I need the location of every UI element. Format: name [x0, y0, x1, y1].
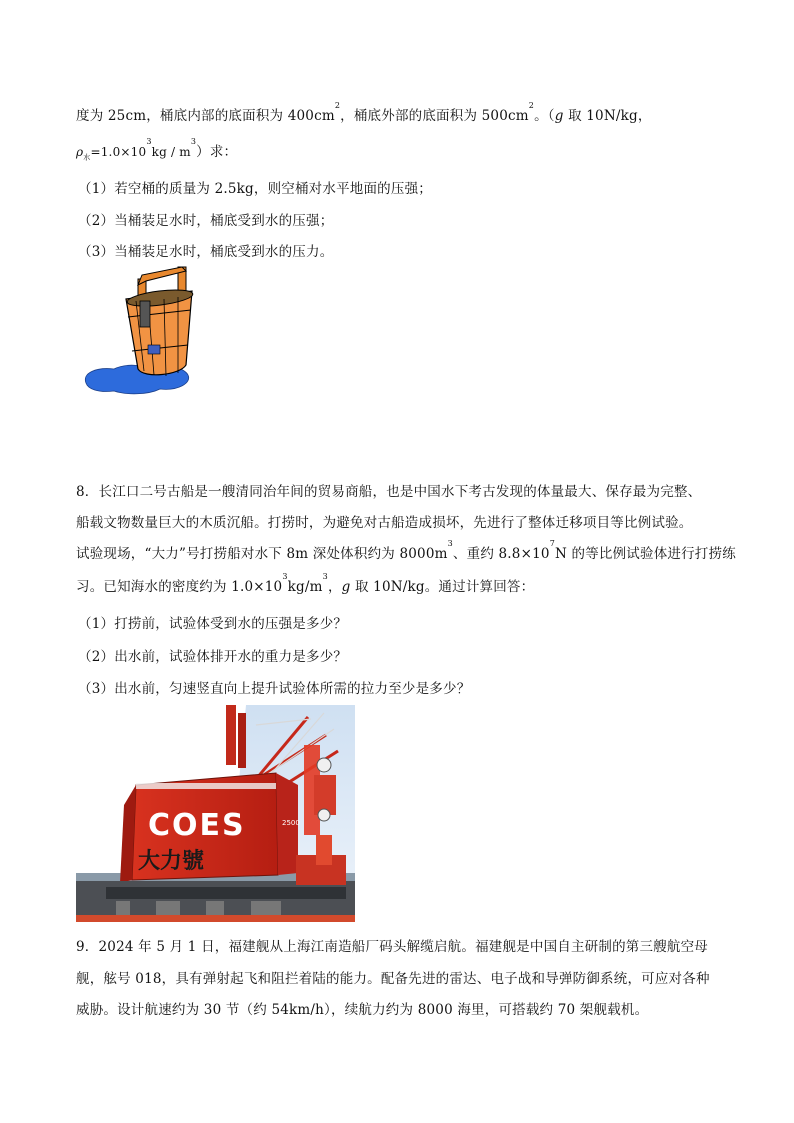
g-symbol: g	[341, 579, 351, 595]
q8-line-3	[76, 539, 736, 562]
superscript: 3	[190, 137, 197, 146]
subscript: 水	[83, 153, 91, 162]
q8-text: kg/m	[287, 579, 323, 595]
q8-line-1: 8．长江口二号古船是一艘清同治年间的贸易商船，也是中国水下考古发现的体量最大、保存最为完整、	[76, 484, 702, 500]
q8-line-2: 船载文物数量巨大的木质沉船。打捞时，为避免对古船造成损坏，先进行了整体迁移项目等比例试验。	[76, 515, 693, 531]
q7-text: kg / m	[151, 145, 191, 159]
crane-number-text: 2500	[282, 819, 300, 827]
q9-line-3: 威胁。设计航速约为 30 节（约 54km/h），续航力约为 8000 海里，可搭载约 70 架舰载机。	[76, 1002, 649, 1018]
q7-sub-1: （1）若空桶的质量为 2.5kg，则空桶对水平地面的压强；	[78, 181, 432, 197]
q7-text: ）求：	[196, 144, 238, 160]
q8-line-4	[76, 572, 535, 595]
q7-sub-3: （3）当桶装足水时，桶底受到水的压力。	[78, 244, 334, 260]
q7-line-1	[76, 101, 652, 124]
q8-sub-3: （3）出水前，匀速竖直向上提升试验体所需的拉力至少是多少？	[78, 681, 471, 697]
q7-text: ，桶底外部的底面积为 500cm	[340, 108, 529, 124]
superscript: 3	[447, 539, 453, 548]
superscript: 3	[282, 572, 288, 581]
q8-text: ，	[327, 579, 342, 595]
q7-text: =1.0×10	[90, 145, 147, 159]
q8-text: N 的等比例试验体进行打捞练	[554, 546, 736, 562]
g-symbol: g	[554, 108, 564, 124]
rho-symbol: ρ	[76, 145, 84, 159]
q7-text: 。（	[534, 108, 555, 124]
q9-line-2: 舰，舷号 018，具有弹射起飞和阻拦着陆的能力。配备先进的雷达、电子战和导弹防御系统，可应对各种	[76, 971, 710, 987]
q8-text: 习。已知海水的密度约为 1.0×10	[76, 579, 283, 595]
superscript: 3	[146, 137, 152, 146]
superscript: 2	[334, 101, 341, 110]
q8-sub-2: （2）出水前，试验体排开水的重力是多少？	[78, 649, 348, 665]
superscript: 7	[549, 539, 555, 548]
q7-sub-2: （2）当桶装足水时，桶底受到水的压强；	[78, 213, 334, 229]
bucket-illustration	[80, 265, 198, 397]
q8-text: 取 10N/kg。通过计算回答：	[350, 579, 535, 595]
q9-line-1: 9．2024 年 5 月 1 日，福建舰从上海江南造船厂码头解缆启航。福建舰是中国自主研制的第三艘航空母	[76, 939, 708, 955]
q7-line-2	[76, 137, 238, 162]
q8-sub-1: （1）打捞前，试验体受到水的压强是多少？	[78, 616, 348, 632]
q8-text: 试验现场，“大力”号打捞船对水下 8m 深处体积约为 8000m	[76, 546, 448, 562]
superscript: 2	[528, 101, 535, 110]
superscript: 3	[322, 572, 328, 581]
crane-ship-photo	[76, 705, 355, 922]
q7-text: 度为 25cm，桶底内部的底面积为 400cm	[76, 108, 335, 124]
coes-logo: COES	[148, 808, 246, 843]
crane-name-text: 大力號	[138, 848, 205, 874]
q7-text: 取 10N/kg，	[563, 108, 652, 124]
q8-text: 、重约 8.8×10	[452, 546, 550, 562]
